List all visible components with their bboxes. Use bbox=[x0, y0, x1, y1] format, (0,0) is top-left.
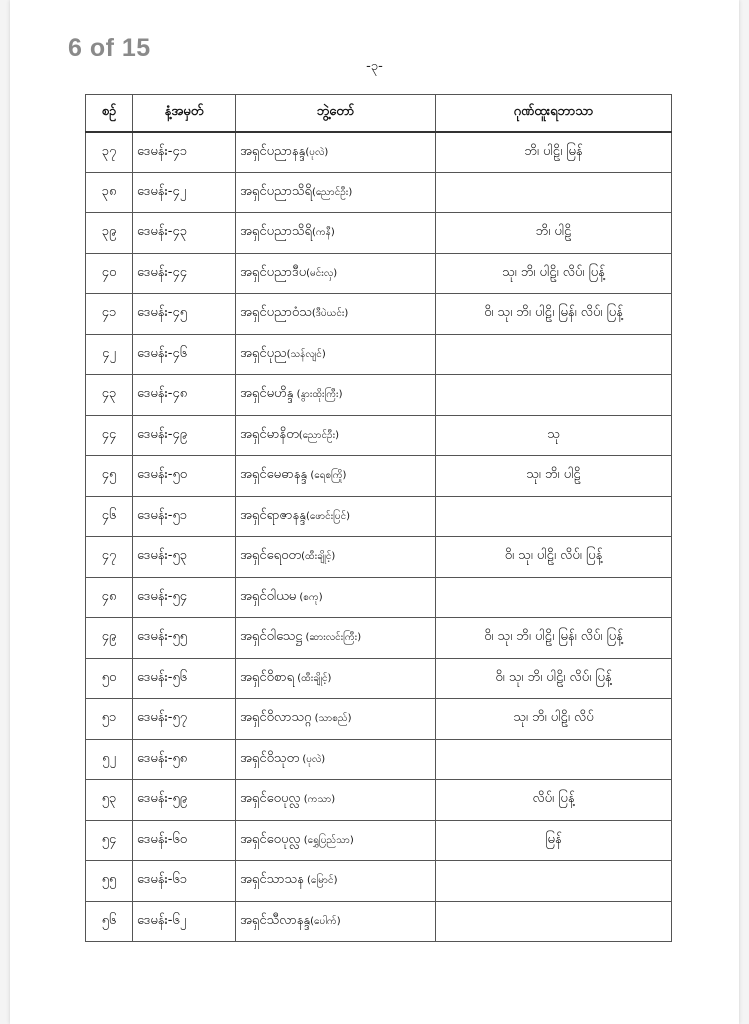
table-header-row bbox=[86, 95, 672, 132]
header-guests: ဂုဏ်ထူးရဘာသာ bbox=[436, 95, 672, 132]
monk-name: အရှင်ရေဝတ bbox=[240, 548, 302, 564]
row-registration: ဒေမန်း-၆၁ bbox=[133, 861, 236, 902]
row-no: ၅၀ bbox=[86, 658, 133, 699]
monk-name: အရှင်သာသန bbox=[240, 872, 304, 888]
row-registration: ဒေမန်း-၄၁ bbox=[133, 132, 236, 173]
monk-location: (ရွှေပြည်သာ) bbox=[300, 834, 354, 846]
row-registration: ဒေမန်း-၅၇ bbox=[133, 699, 236, 740]
monk-location: (ဖောင်းပြင်) bbox=[305, 510, 351, 522]
row-temple bbox=[236, 658, 436, 699]
row-subjects bbox=[436, 861, 672, 902]
row-temple bbox=[236, 213, 436, 254]
monk-name: အရှင်သီလာနန္ဒ bbox=[240, 912, 311, 928]
table-row bbox=[86, 213, 672, 254]
row-registration: ဒေမန်း-၅၈ bbox=[133, 739, 236, 780]
row-no: ၄၆ bbox=[86, 496, 133, 537]
row-subjects: ဝိ၊ သု၊ ပါဠိ၊ လိပ်၊ ပြန့် bbox=[436, 537, 672, 578]
row-no: ၄၅ bbox=[86, 456, 133, 497]
header-no: စဉ် bbox=[86, 95, 133, 132]
monk-location: (စကု) bbox=[296, 591, 323, 603]
monk-location: (ဒီပဲယင်း) bbox=[311, 308, 349, 320]
monk-name: အရှင်ပညာသိရိ bbox=[240, 183, 312, 199]
table-row bbox=[86, 618, 672, 659]
table-row bbox=[86, 496, 672, 537]
monk-name: အရှင်ဝိစာရ bbox=[240, 669, 295, 685]
row-registration: ဒေမန်း-၄၂ bbox=[133, 172, 236, 213]
row-no: ၅၆ bbox=[86, 901, 133, 942]
header-registration: နံ့အမှတ် bbox=[133, 95, 236, 132]
row-subjects: သု၊ ဘိ၊ ပါဠိ၊ လိပ်၊ ပြန့် bbox=[436, 253, 672, 294]
monk-name: အရှင်ဝိလာသဂ္ဂ bbox=[240, 710, 312, 726]
row-no: ၄၇ bbox=[86, 537, 133, 578]
table-row bbox=[86, 415, 672, 456]
table-row bbox=[86, 901, 672, 942]
monk-location: (ဆားလင်းကြီး) bbox=[302, 632, 362, 644]
row-no: ၅၅ bbox=[86, 861, 133, 902]
row-temple bbox=[236, 861, 436, 902]
row-registration: ဒေမန်း-၄၄ bbox=[133, 253, 236, 294]
row-subjects bbox=[436, 334, 672, 375]
monk-location: (ထီးချိုင့်) bbox=[301, 551, 336, 563]
row-temple bbox=[236, 820, 436, 861]
row-registration: ဒေမန်း-၅၄ bbox=[133, 577, 236, 618]
row-temple bbox=[236, 415, 436, 456]
row-no: ၃၈ bbox=[86, 172, 133, 213]
table-row bbox=[86, 780, 672, 821]
table-row bbox=[86, 375, 672, 416]
row-temple bbox=[236, 739, 436, 780]
row-no: ၄၉ bbox=[86, 618, 133, 659]
table-row bbox=[86, 577, 672, 618]
row-no: ၃၉ bbox=[86, 213, 133, 254]
monk-name: အရှင်ဝေပုလ္လ bbox=[240, 791, 301, 807]
row-temple bbox=[236, 901, 436, 942]
monk-name: အရှင်ရာဇာနန္ဒ bbox=[240, 507, 306, 523]
monk-location: (နွားထိုးကြီး) bbox=[293, 389, 343, 401]
table-row bbox=[86, 294, 672, 335]
monk-location: (သာစည်) bbox=[311, 713, 352, 725]
monk-location: (မင်းလှ) bbox=[306, 267, 338, 279]
row-subjects bbox=[436, 901, 672, 942]
monk-name: အရှင်ပညာနန္ဒ bbox=[240, 143, 306, 159]
monk-name: အရှင်ပုည bbox=[240, 345, 287, 361]
row-registration: ဒေမန်း-၅၃ bbox=[133, 537, 236, 578]
monk-name: အရှင်ပညာဒီပ bbox=[240, 264, 307, 280]
row-no: ၄၃ bbox=[86, 375, 133, 416]
row-registration: ဒေမန်း-၆၂ bbox=[133, 901, 236, 942]
row-subjects: သု bbox=[436, 415, 672, 456]
table-row bbox=[86, 861, 672, 902]
monk-location: (ကသာ) bbox=[300, 794, 336, 806]
row-no: ၄၁ bbox=[86, 294, 133, 335]
row-registration: ဒေမန်း-၆၀ bbox=[133, 820, 236, 861]
row-no: ၅၁ bbox=[86, 699, 133, 740]
row-temple bbox=[236, 496, 436, 537]
row-temple bbox=[236, 456, 436, 497]
row-subjects: ဝိ၊ သု၊ ဘိ၊ ပါဠိ၊ မြန်၊ လိပ်၊ ပြန့် bbox=[436, 618, 672, 659]
monk-location: (ပုလဲ) bbox=[305, 146, 329, 158]
monk-location: (ရေစကြို) bbox=[307, 470, 347, 482]
monk-name: အရှင်မာနိတ bbox=[240, 426, 299, 442]
monk-location: (ထီးချိုင့်) bbox=[294, 672, 332, 684]
row-registration: ဒေမန်း-၅၁ bbox=[133, 496, 236, 537]
row-no: ၄၄ bbox=[86, 415, 133, 456]
row-temple bbox=[236, 253, 436, 294]
monk-location: (သန်လျင်) bbox=[286, 348, 326, 360]
register-table bbox=[85, 94, 672, 942]
row-temple bbox=[236, 537, 436, 578]
row-subjects: ဝိ၊ သု၊ ဘိ၊ ပါဠိ၊ လိပ်၊ ပြန့် bbox=[436, 658, 672, 699]
row-no: ၅၄ bbox=[86, 820, 133, 861]
table-row bbox=[86, 456, 672, 497]
page-number: -၃- bbox=[366, 59, 383, 74]
row-temple bbox=[236, 294, 436, 335]
row-temple bbox=[236, 577, 436, 618]
table-row bbox=[86, 537, 672, 578]
row-subjects: သု၊ ဘိ၊ ပါဠိ၊ လိပ် bbox=[436, 699, 672, 740]
table-row bbox=[86, 658, 672, 699]
row-temple bbox=[236, 172, 436, 213]
row-registration: ဒေမန်း-၅၅ bbox=[133, 618, 236, 659]
table-row bbox=[86, 699, 672, 740]
row-registration: ဒေမန်း-၄၅ bbox=[133, 294, 236, 335]
monk-location: (ညောင်ဦး) bbox=[311, 186, 353, 198]
row-temple bbox=[236, 618, 436, 659]
row-temple bbox=[236, 334, 436, 375]
monk-name: အရှင်မဟိန္ဒ bbox=[240, 386, 294, 402]
row-temple bbox=[236, 132, 436, 173]
row-registration: ဒေမန်း-၅၉ bbox=[133, 780, 236, 821]
row-registration: ဒေမန်း-၅၆ bbox=[133, 658, 236, 699]
row-subjects bbox=[436, 172, 672, 213]
monk-name: အရှင်ဝေပုလ္လ bbox=[240, 831, 301, 847]
row-registration: ဒေမန်း-၅၀ bbox=[133, 456, 236, 497]
row-subjects: ဘိ၊ ပါဠိ၊ မြန် bbox=[436, 132, 672, 173]
row-subjects: ဝိ၊ သု၊ ဘိ၊ ပါဠိ၊ မြန်၊ လိပ်၊ ပြန့် bbox=[436, 294, 672, 335]
row-subjects bbox=[436, 577, 672, 618]
monk-name: အရှင်ဝါသေဋ္ဌ bbox=[240, 629, 303, 645]
row-registration: ဒေမန်း-၄၆ bbox=[133, 334, 236, 375]
row-subjects: ဘိ၊ ပါဠိ bbox=[436, 213, 672, 254]
table-row bbox=[86, 253, 672, 294]
row-subjects bbox=[436, 739, 672, 780]
monk-name: အရှင်ဝိသုတ bbox=[240, 750, 300, 766]
row-subjects bbox=[436, 375, 672, 416]
row-subjects: မြန် bbox=[436, 820, 672, 861]
row-no: ၅၂ bbox=[86, 739, 133, 780]
monk-location: (မြောင်) bbox=[303, 875, 338, 887]
monk-location: (ညောင်ဦး) bbox=[298, 429, 340, 441]
table-row bbox=[86, 334, 672, 375]
table-row bbox=[86, 172, 672, 213]
monk-name: အရှင်မေဓာနန္ဒ bbox=[240, 467, 308, 483]
page-indicator: 6 of 15 bbox=[68, 34, 151, 62]
row-no: ၄၂ bbox=[86, 334, 133, 375]
row-subjects: လိပ်၊ ပြန့် bbox=[436, 780, 672, 821]
row-temple bbox=[236, 375, 436, 416]
row-temple bbox=[236, 699, 436, 740]
row-no: ၃၇ bbox=[86, 132, 133, 173]
table-row bbox=[86, 132, 672, 173]
row-registration: ဒေမန်း-၄၉ bbox=[133, 415, 236, 456]
row-no: ၄၈ bbox=[86, 577, 133, 618]
monk-location: (ပေါက်) bbox=[310, 915, 341, 927]
row-subjects bbox=[436, 496, 672, 537]
monk-name: အရှင်ပညာဝံသ bbox=[240, 305, 312, 321]
row-registration: ဒေမန်း-၄၈ bbox=[133, 375, 236, 416]
document-page bbox=[10, 0, 739, 1024]
row-temple bbox=[236, 780, 436, 821]
table-row bbox=[86, 820, 672, 861]
monk-name: အရှင်ပညာသိရိ bbox=[240, 224, 312, 240]
row-registration: ဒေမန်း-၄၃ bbox=[133, 213, 236, 254]
monk-location: (ကနီ) bbox=[311, 227, 335, 239]
row-subjects: သု၊ ဘိ၊ ပါဠိ bbox=[436, 456, 672, 497]
row-no: ၄၀ bbox=[86, 253, 133, 294]
header-temple: ဘွဲ့တော် bbox=[236, 95, 436, 132]
monk-name: အရှင်ဝါယမ bbox=[240, 588, 297, 604]
row-no: ၅၃ bbox=[86, 780, 133, 821]
monk-location: (ပုလဲ) bbox=[299, 753, 326, 765]
table-row bbox=[86, 739, 672, 780]
